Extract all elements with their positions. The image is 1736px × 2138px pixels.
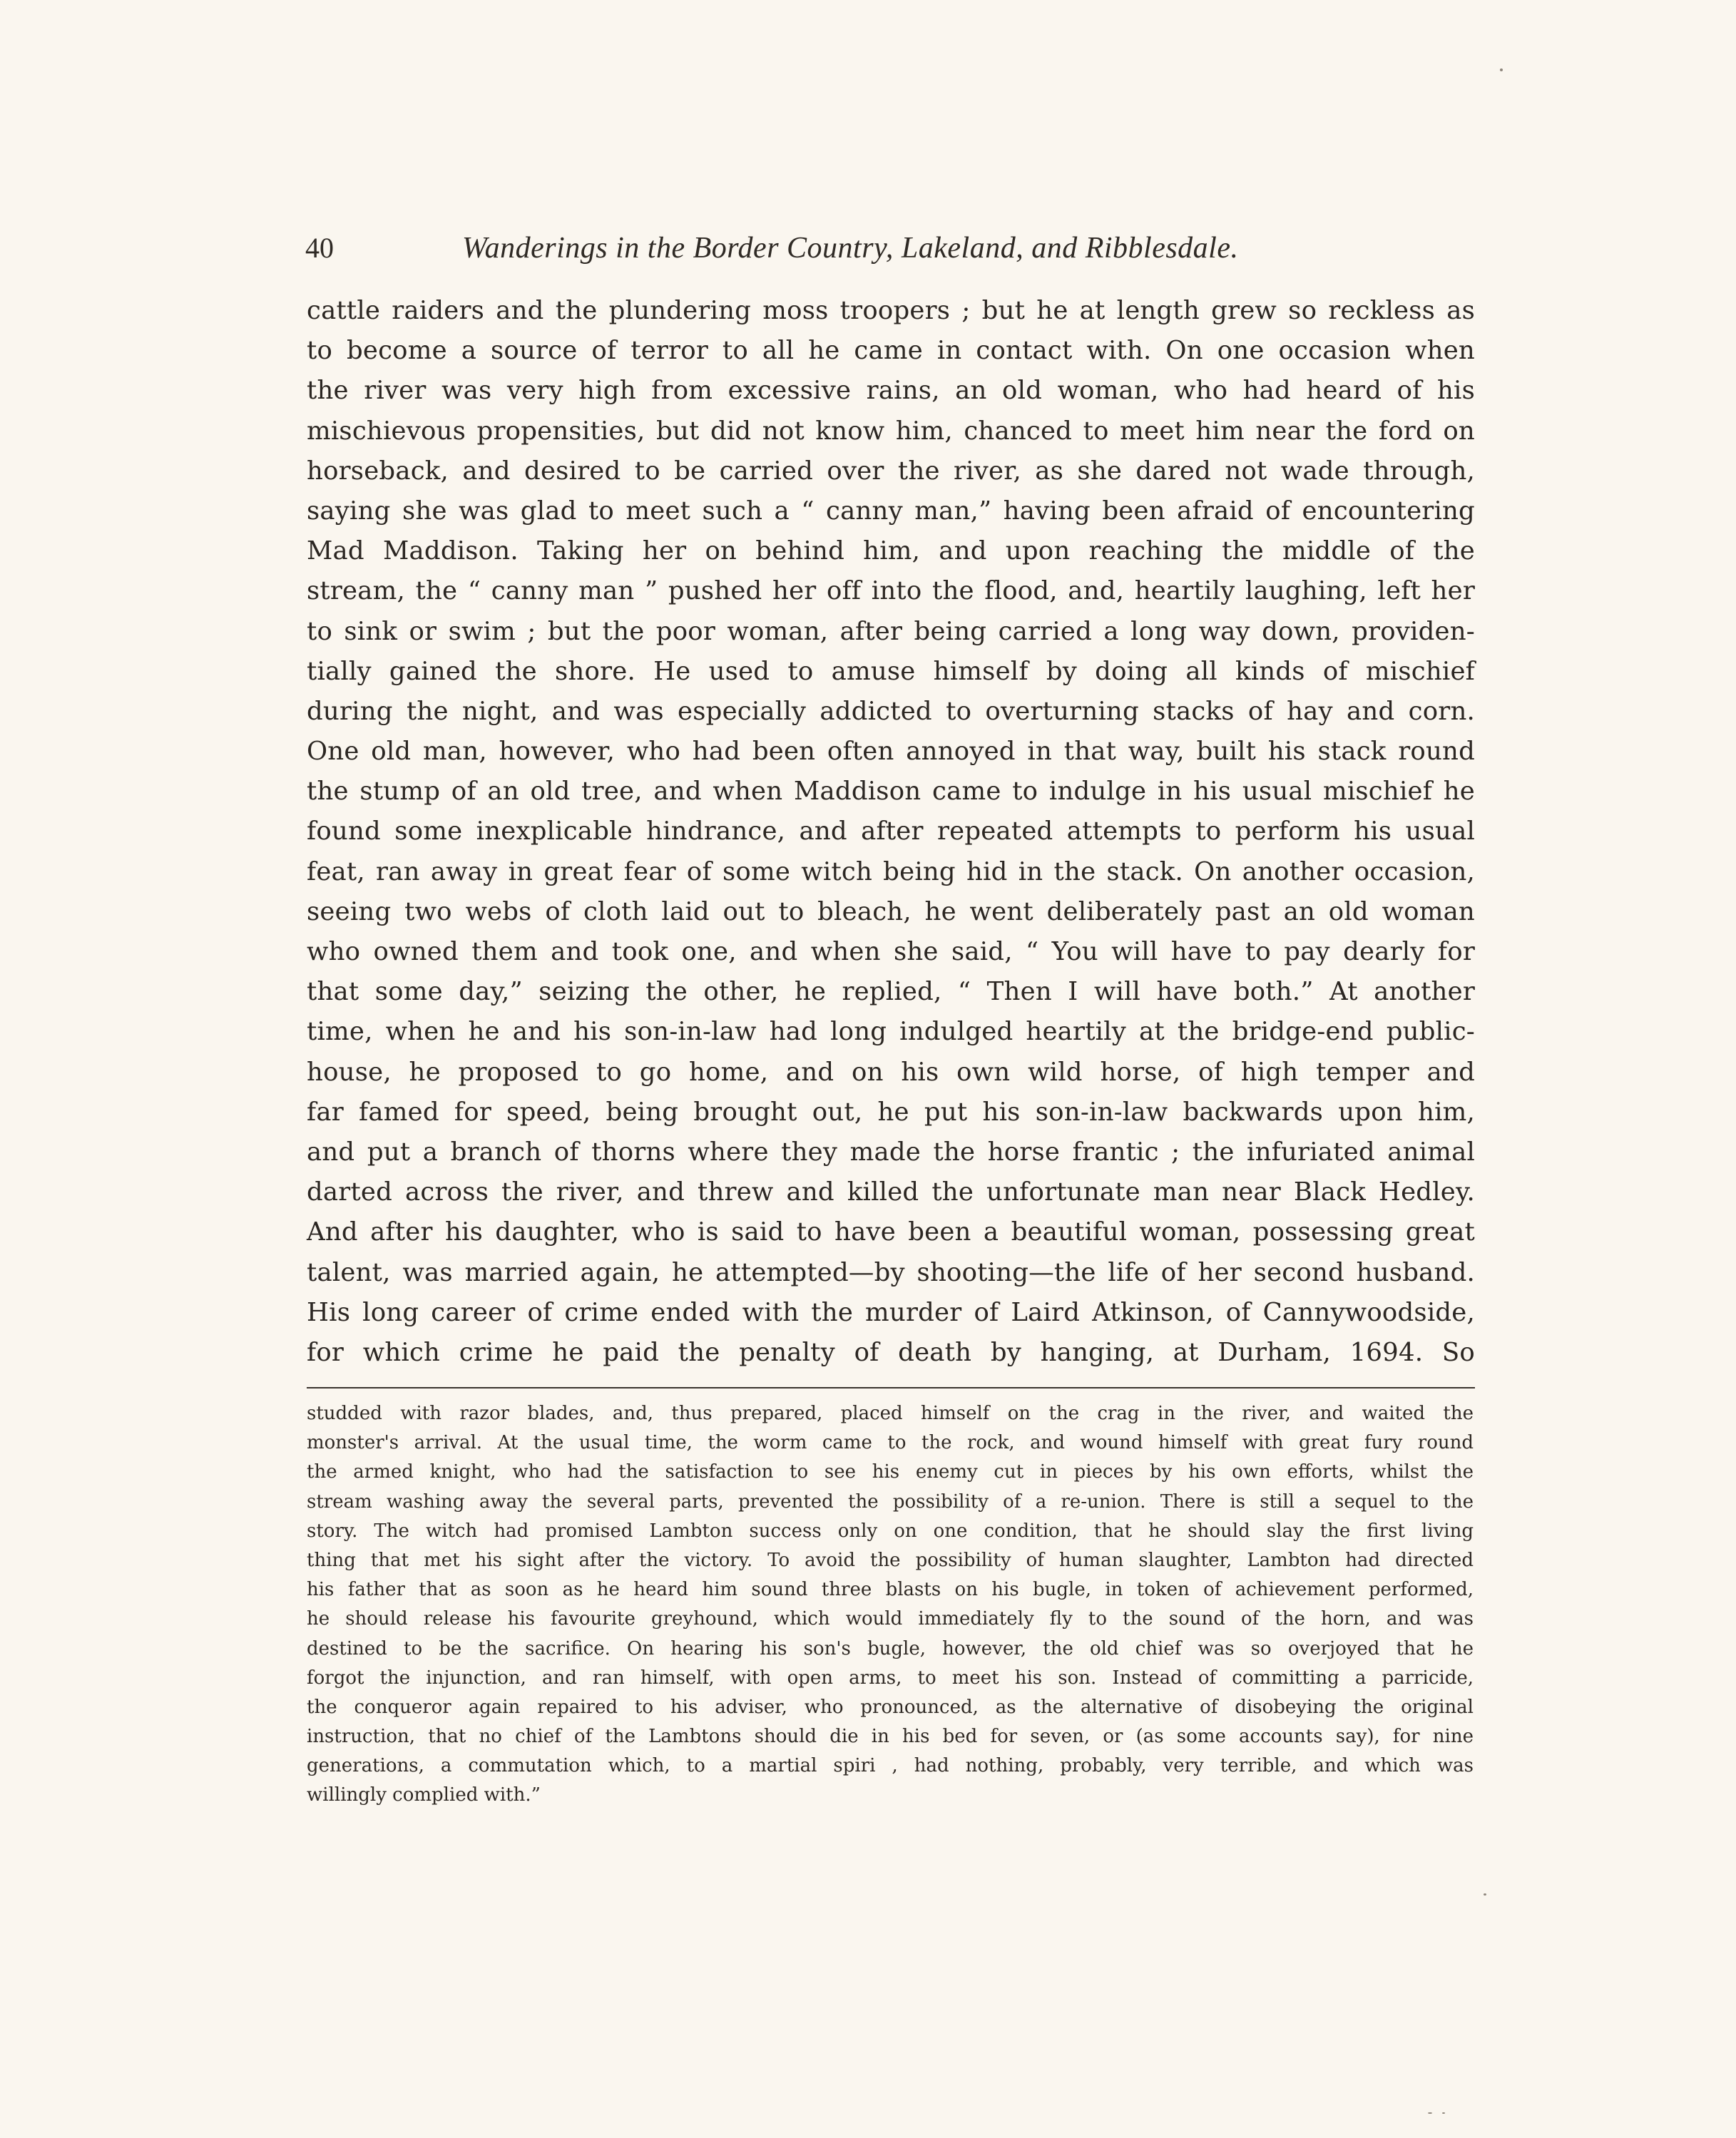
footnote-line: thing that met his sight after the victory. To avoid the possibility of human slaughter, Lambton had directed xyxy=(307,1549,1474,1571)
text-line: saying she was glad to meet such a “ canny man,” having been afraid of encountering xyxy=(307,496,1475,526)
text-line: to become a source of terror to all he came in contact with. On one occasion when xyxy=(307,336,1475,366)
footnote-line: monster's arrival. At the usual time, the worm came to the rock, and wound himself with great fury round xyxy=(307,1432,1474,1454)
footnote-line: story. The witch had promised Lambton success only on one condition, that he should slay the first living xyxy=(307,1520,1474,1542)
footnote-line: destined to be the sacrifice. On hearing his son's bugle, however, the old chief was so overjoyed that he xyxy=(307,1637,1474,1659)
text-line: horseback, and desired to be carried over the river, as she dared not wade through, xyxy=(307,456,1475,486)
footnote-line: his father that as soon as he heard him sound three blasts on his bugle, in token of achievement performed, xyxy=(307,1579,1474,1601)
running-title: Wanderings in the Border Country, Lakeland, and Ribblesdale. xyxy=(462,232,1239,265)
paper-speck xyxy=(1442,2112,1445,2114)
text-line: time, when he and his son-in-law had long indulged heartily at the bridge-end public- xyxy=(307,1017,1475,1047)
text-line: Mad Maddison. Taking her on behind him, and upon reaching the middle of the xyxy=(307,536,1475,566)
paper-speck xyxy=(1500,68,1503,71)
text-line: One old man, however, who had been often annoyed in that way, built his stack round xyxy=(307,737,1475,767)
text-line: feat, ran away in great fear of some witch being hid in the stack. On another occasion, xyxy=(307,856,1475,886)
footnote-line: willingly complied with.” xyxy=(307,1784,541,1806)
page-number: 40 xyxy=(305,232,334,264)
text-line: found some inexplicable hindrance, and after repeated attempts to perform his usual xyxy=(307,817,1475,846)
text-line: to sink or swim ; but the poor woman, after being carried a long way down, providen- xyxy=(307,616,1475,646)
text-line: the river was very high from excessive rains, an old woman, who had heard of his xyxy=(307,376,1475,406)
text-line: the stump of an old tree, and when Maddison came to indulge in his usual mischief he xyxy=(307,777,1475,807)
footnote-line: the armed knight, who had the satisfaction to see his enemy cut in pieces by his own efforts, whilst the xyxy=(307,1461,1474,1483)
footnote-line: studded with razor blades, and, thus prepared, placed himself on the crag in the river, and waited the xyxy=(307,1403,1474,1424)
footnote-line: instruction, that no chief of the Lambtons should die in his bed for seven, or (as some accounts say), for nine xyxy=(307,1726,1474,1748)
text-line: mischievous propensities, but did not know him, chanced to meet him near the ford on xyxy=(307,416,1475,446)
text-line: who owned them and took one, and when she said, “ You will have to pay dearly for xyxy=(307,937,1475,966)
text-line: tially gained the shore. He used to amuse himself by doing all kinds of mischief xyxy=(307,656,1475,686)
paper-speck xyxy=(1428,2112,1432,2114)
text-line: And after his daughter, who is said to have been a beautiful woman, possessing great xyxy=(307,1217,1475,1247)
footnote-line: he should release his favourite greyhound, which would immediately fly to the sound of the horn, and was xyxy=(307,1608,1474,1630)
footnote-rule xyxy=(307,1387,1475,1388)
text-line: darted across the river, and threw and killed the unfortunate man near Black Hedley. xyxy=(307,1177,1475,1207)
footnote xyxy=(307,1399,1474,1811)
text-line: far famed for speed, being brought out, he put his son-in-law backwards upon him, xyxy=(307,1097,1475,1127)
footnote-line: the conqueror again repaired to his adviser, who pronounced, as the alternative of disobeying the original xyxy=(307,1696,1474,1718)
text-line: stream, the “ canny man ” pushed her off into the flood, and, heartily laughing, left her xyxy=(307,576,1475,606)
footnote-line: stream washing away the several parts, prevented the possibility of a re-union. There is still a sequel to the xyxy=(307,1490,1474,1513)
text-line: talent, was married again, he attempted—by shooting—the life of her second husband. xyxy=(307,1257,1475,1287)
footnote-line: forgot the injunction, and ran himself, with open arms, to meet his son. Instead of committing a parricide, xyxy=(307,1667,1474,1689)
text-line: for which crime he paid the penalty of death by hanging, at Durham, 1694. So xyxy=(307,1337,1475,1367)
main-text xyxy=(307,291,1475,1373)
text-line: house, he proposed to go home, and on his own wild horse, of high temper and xyxy=(307,1057,1475,1087)
text-line: His long career of crime ended with the murder of Laird Atkinson, of Cannywoodside, xyxy=(307,1297,1475,1327)
text-line: during the night, and was especially addicted to overturning stacks of hay and corn. xyxy=(307,696,1475,726)
footnote-line: generations, a commutation which, to a martial spiri , had nothing, probably, very terrible, and which was xyxy=(307,1755,1474,1777)
text-line: cattle raiders and the plundering moss troopers ; but he at length grew so reckless as xyxy=(307,296,1475,325)
paper-speck xyxy=(1484,1893,1486,1896)
text-line: seeing two webs of cloth laid out to bleach, he went deliberately past an old woman xyxy=(307,896,1475,926)
text-line: and put a branch of thorns where they made the horse frantic ; the infuriated animal xyxy=(307,1137,1475,1167)
text-line: that some day,” seizing the other, he replied, “ Then I will have both.” At another xyxy=(307,977,1475,1007)
running-head xyxy=(305,227,1332,270)
